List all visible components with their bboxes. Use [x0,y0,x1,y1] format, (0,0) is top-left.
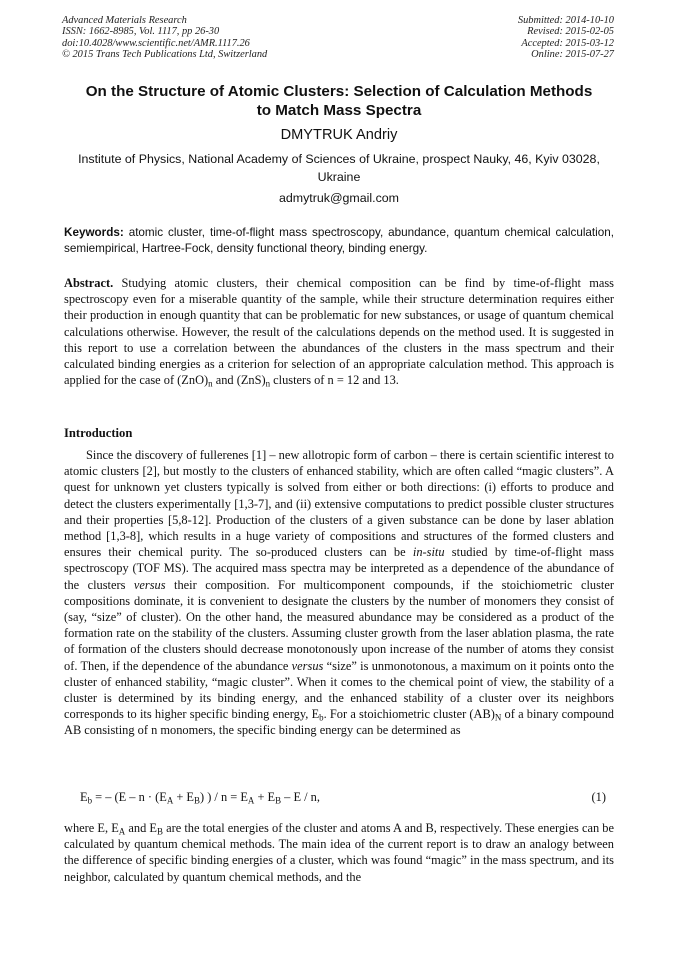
body-text: their composition. For multicomponent compounds, if the stoichiometric cluster compositions dominate, it is convenient to designate the clusters by the number of monomers they consist of (say, “size” of cluster). On the other hand, the measured abundance may be considered as a product of the formation rate on the stability of the clusters. Assuming cluster growth from the laser ablation plasma, the rate of formation of the clusters should decrease monotonously upon increase of the number of atoms they consist of. Then, if the dependence of the abundance [64,577,614,673]
subscript: N [494,712,502,723]
eq-part: = – (E – n · (E [92,790,167,804]
keywords-section [64,225,614,258]
subscript: A [118,826,126,837]
body-text: . For a stoichiometric cluster (AB) [323,707,495,722]
abstract-text: and (ZnS) [212,373,266,388]
body-text: “size” is unmonotonous, a maximum on it points onto the cluster of enhanced stability, “magic cluster”. When it comes to the chemical point of view, the stability of a cluster is determined by its binding energy, and the enhanced stability of a cluster over its neighbors corresponds to its higher specific binding energy, E [64,658,614,722]
author-affiliation: Institute of Physics, National Academy of Sciences of Ukraine, prospect Nauky, 46, Kyiv 03028, Ukraine [78,152,600,184]
author-name: DMYTRUK Andriy [280,127,398,143]
body-text: studied by time-of-flight mass spectroscopy (TOF MS). The acquired mass spectra may be interpreted as a dependence of the abundance of the clusters [64,545,615,592]
subscript: A [247,795,255,806]
body-text: of a binary compound AB consisting of n monomers, the specific binding energy can be determined as [64,707,614,738]
abstract-section [64,275,614,388]
eq-part: + E [173,790,195,804]
submission-dates [518,15,614,61]
body-text: are the total energies of the cluster and atoms A and B, respectively. These energies can be calculated by quantum chemical methods. The main idea of the current report is to draw an analogy between the difference of specific binding energies of a cluster, which was found “magic” in the mass spectrum, and its neighbor, calculated by quantum chemical methods, and the [64,821,614,884]
journal-doi: doi:10.4028/www.scientific.net/AMR.1117.26 [62,37,250,49]
journal-header [62,15,614,61]
keywords-text: atomic cluster, time-of-flight mass spectroscopy, abundance, quantum chemical calculation, semiempirical, Hartree-Fock, density functional theory, binding energy. [64,226,615,256]
eq-part: – E / n, [281,790,320,804]
subscript: B [194,795,200,806]
eq-part: E [80,790,88,804]
subscript: A [166,795,174,806]
keywords-label: Keywords: [64,226,124,239]
post-equation-paragraph [64,820,614,885]
journal-copyright: © 2015 Trans Tech Publications Ltd, Switzerland [62,49,268,61]
emphasis-text: versus [291,658,324,673]
date-online: Online: 2015-07-27 [531,49,614,61]
section-heading-introduction: Introduction [64,426,133,440]
body-text: where E, E [64,821,119,835]
subscript: B [275,795,282,806]
subscript: B [156,826,163,837]
emphasis-text: in-situ [412,545,445,560]
body-text: Since the discovery of fullerenes [1] – new allotropic form of carbon – there is certain scientific interest to atomic clusters [2], but mostly to the clusters of enhanced stability, which are often called “magic clusters”. A quest for unknown yet clusters typically is solved from either or both directions: (i) efforts to produce and detect the clusters experimentally [1,3-7], and (ii) extensive computations to predict possible cluster structures and their properties [5,8-12]. Production of the clusters of a given substance can be done by laser ablation method [1,3-8], which results in a huge variety of compositions and structures of the formed clusters and ensures their chemical purity. The so-produced clusters can be [64,448,614,560]
emphasis-text: versus [133,577,166,592]
subscript: n [208,378,213,389]
abstract-text: Studying atomic clusters, their chemical composition can be find by time-of-flight mass spectroscopy even for a miserable quantity of the sample, while their structure determination requires either their production in enough quantity that can be problematic for new substances, or usage of quantum chemical calculations otherwise. However, the result of the calculations depends on the method used. It is suggested in this report to use a correlation between the abundances of the clusters in the mass spectrum and their calculated binding energies as a criterion for selection of an appropriate calculation method. This approach is applied for the case of (ZnO) [64,276,615,388]
eq-part: ) ) / n = E [199,790,248,804]
equation-number: (1) [591,790,606,804]
equation-body [80,789,320,805]
journal-info [62,15,267,61]
paper-title [56,82,622,120]
subscript: b [87,795,93,806]
date-submitted: Submitted: 2014-10-10 [517,15,614,26]
journal-issn: ISSN: 1662-8985, Vol. 1117, pp 26-30 [62,26,220,38]
eq-part: + E [254,790,276,804]
body-text: and E [125,821,157,835]
date-accepted: Accepted: 2015-03-12 [521,37,614,49]
introduction-paragraph [64,447,614,739]
journal-name: Advanced Materials Research [62,15,187,26]
abstract-label: Abstract. [64,276,114,290]
title-line-2: to Match Mass Spectra [256,102,422,119]
equation-1 [80,789,614,805]
date-revised: Revised: 2015-02-05 [527,26,614,38]
author-email: admytruk@gmail.com [279,191,399,205]
abstract-text: clusters of n = 12 and 13. [270,373,399,388]
subscript: n [265,378,271,389]
title-line-1: On the Structure of Atomic Clusters: Selection of Calculation Methods [85,83,593,100]
subscript: b [319,712,324,723]
